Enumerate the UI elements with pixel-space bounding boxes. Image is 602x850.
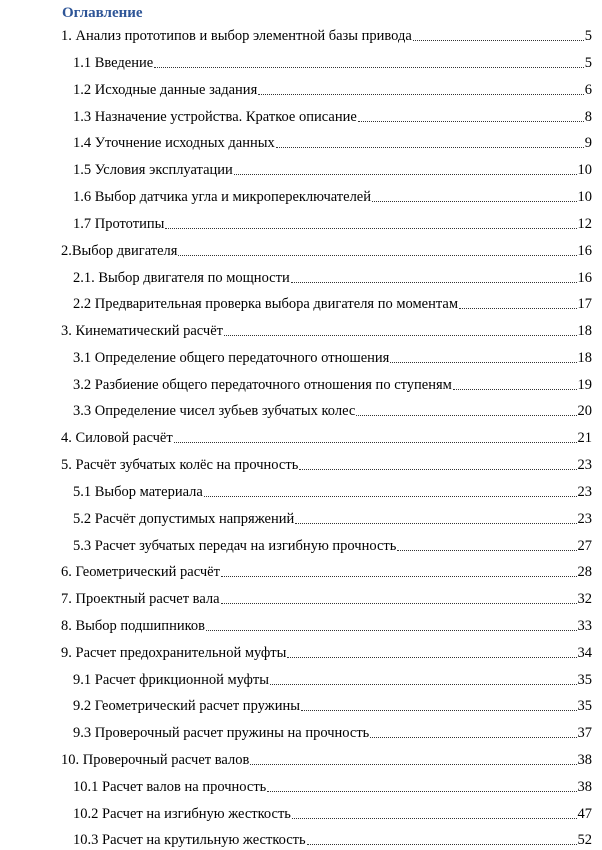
toc-entry-page: 18 <box>577 350 592 366</box>
toc-entry-3-3[interactable] <box>0 401 602 421</box>
dot-leader <box>174 442 577 443</box>
toc-entry-2[interactable] <box>0 241 602 261</box>
toc-entry-label: 2.2 Предварительная проверка выбора двигателя по моментам <box>73 296 459 312</box>
dot-leader <box>224 335 577 336</box>
toc-entry-5-1[interactable] <box>0 482 602 502</box>
toc-entry-page: 10 <box>577 189 592 205</box>
toc-entry-page: 27 <box>577 538 592 554</box>
toc-entry-page: 8 <box>584 109 592 125</box>
toc-entry-label: 9.2 Геометрический расчет пружины <box>73 698 300 714</box>
toc-entry-label: 3.3 Определение чисел зубьев зубчатых колес <box>73 403 356 419</box>
toc-entry-page: 18 <box>577 323 592 339</box>
dot-leader <box>267 791 576 792</box>
toc-entry-1-5[interactable] <box>0 160 602 180</box>
dot-leader <box>358 121 584 122</box>
dot-leader <box>221 576 577 577</box>
dot-leader <box>204 496 577 497</box>
dot-leader <box>390 362 576 363</box>
toc-entry-label: 1.7 Прототипы <box>73 216 165 232</box>
toc-entry-7[interactable] <box>0 589 602 609</box>
toc-entry-page: 23 <box>577 457 592 473</box>
toc-entry-label: 6. Геометрический расчёт <box>61 564 220 580</box>
dot-leader <box>356 415 576 416</box>
dot-leader <box>206 630 577 631</box>
toc-entry-label: 1.2 Исходные данные задания <box>73 82 258 98</box>
toc-entry-1-1[interactable] <box>0 53 602 73</box>
toc-entry-page: 23 <box>577 484 592 500</box>
toc-entry-1-7[interactable] <box>0 214 602 234</box>
toc-entry-label: 5.1 Выбор материала <box>73 484 203 500</box>
toc-entry-5-3[interactable] <box>0 536 602 556</box>
dot-leader <box>397 550 576 551</box>
toc-entry-label: 7. Проектный расчет вала <box>61 591 220 607</box>
toc-entry-page: 21 <box>577 430 592 446</box>
toc-entry-label: 5.3 Расчет зубчатых передач на изгибную прочность <box>73 538 397 554</box>
dot-leader <box>307 844 577 845</box>
toc-entry-9[interactable] <box>0 643 602 663</box>
toc-entry-label: 9.1 Расчет фрикционной муфты <box>73 672 269 688</box>
toc-entry-6[interactable] <box>0 562 602 582</box>
toc-entry-9-1[interactable] <box>0 670 602 690</box>
toc-entry-label: 10.1 Расчет валов на прочность <box>73 779 267 795</box>
toc-entry-3[interactable] <box>0 321 602 341</box>
toc-entry-page: 19 <box>577 377 592 393</box>
toc-entry-page: 10 <box>577 162 592 178</box>
toc-entry-10-1[interactable] <box>0 777 602 797</box>
toc-entry-page: 38 <box>577 779 592 795</box>
toc-entry-label: 3.2 Разбиение общего передаточного отношения по ступеням <box>73 377 452 393</box>
toc-entry-label: 9.3 Проверочный расчет пружины на прочность <box>73 725 370 741</box>
toc-entry-label: 3.1 Определение общего передаточного отношения <box>73 350 390 366</box>
toc-entry-page: 52 <box>577 832 592 848</box>
toc-entry-label: 10. Проверочный расчет валов <box>61 752 250 768</box>
toc-entry-5[interactable] <box>0 455 602 475</box>
toc-entry-2-2[interactable] <box>0 294 602 314</box>
dot-leader <box>250 764 576 765</box>
toc-entry-label: 10.2 Расчет на изгибную жесткость <box>73 806 291 822</box>
toc-entry-label: 1.3 Назначение устройства. Краткое описание <box>73 109 357 125</box>
toc-entry-label: 1.4 Уточнение исходных данных <box>73 135 275 151</box>
toc-entry-4[interactable] <box>0 428 602 448</box>
toc-entry-page: 12 <box>577 216 592 232</box>
toc-entry-label: 4. Силовой расчёт <box>61 430 173 446</box>
dot-leader <box>370 737 576 738</box>
toc-entry-page: 34 <box>577 645 592 661</box>
toc-entry-label: 2.1. Выбор двигателя по мощности <box>73 270 290 286</box>
toc-entry-1[interactable] <box>0 26 602 46</box>
toc-entry-label: 1.1 Введение <box>73 55 154 71</box>
toc-entry-page: 17 <box>577 296 592 312</box>
dot-leader <box>270 684 577 685</box>
toc-entry-label: 9. Расчет предохранительной муфты <box>61 645 287 661</box>
toc-entry-page: 47 <box>577 806 592 822</box>
toc-entry-1-3[interactable] <box>0 107 602 127</box>
toc-entry-page: 5 <box>584 28 592 44</box>
dot-leader <box>372 201 576 202</box>
dot-leader <box>287 657 576 658</box>
dot-leader <box>221 603 577 604</box>
toc-entry-10-2[interactable] <box>0 804 602 824</box>
toc-entry-1-2[interactable] <box>0 80 602 100</box>
toc-entry-3-1[interactable] <box>0 348 602 368</box>
toc-entry-2-1[interactable] <box>0 268 602 288</box>
dot-leader <box>413 40 584 41</box>
toc-entry-label: 1.6 Выбор датчика угла и микропереключателей <box>73 189 372 205</box>
toc-entry-label: 3. Кинематический расчёт <box>61 323 223 339</box>
dot-leader <box>453 389 577 390</box>
toc-entry-1-6[interactable] <box>0 187 602 207</box>
toc-entry-page: 16 <box>577 243 592 259</box>
toc-entry-9-3[interactable] <box>0 723 602 743</box>
dot-leader <box>165 228 576 229</box>
toc-entry-label: 5. Расчёт зубчатых колёс на прочность <box>61 457 299 473</box>
toc-entry-page: 5 <box>584 55 592 71</box>
dot-leader <box>299 469 576 470</box>
toc-entry-page: 37 <box>577 725 592 741</box>
toc-entry-page: 33 <box>577 618 592 634</box>
dot-leader <box>291 282 577 283</box>
toc-entry-label: 1. Анализ прототипов и выбор элементной базы привода <box>61 28 412 44</box>
toc-entry-page: 9 <box>584 135 592 151</box>
toc-entry-1-4[interactable] <box>0 133 602 153</box>
toc-entry-page: 28 <box>577 564 592 580</box>
toc-entry-label: 1.5 Условия эксплуатации <box>73 162 233 178</box>
dot-leader <box>276 147 584 148</box>
toc-entry-page: 16 <box>577 270 592 286</box>
toc-entry-page: 23 <box>577 511 592 527</box>
toc-entry-9-2[interactable] <box>0 696 602 716</box>
toc-entry-8[interactable] <box>0 616 602 636</box>
toc-entry-page: 35 <box>577 672 592 688</box>
dot-leader <box>459 308 576 309</box>
toc-entry-5-2[interactable] <box>0 509 602 529</box>
toc-entry-10[interactable] <box>0 750 602 770</box>
toc-entry-label: 10.3 Расчет на крутильную жесткость <box>73 832 306 848</box>
toc-entry-10-3[interactable] <box>0 830 602 850</box>
dot-leader <box>295 523 576 524</box>
toc-entry-page: 20 <box>577 403 592 419</box>
dot-leader <box>301 710 577 711</box>
toc-entry-label: 8. Выбор подшипников <box>61 618 205 634</box>
toc-entry-label: 5.2 Расчёт допустимых напряжений <box>73 511 295 527</box>
toc-entry-3-2[interactable] <box>0 375 602 395</box>
dot-leader <box>292 818 577 819</box>
toc-entry-page: 35 <box>577 698 592 714</box>
dot-leader <box>258 94 584 95</box>
toc-entry-page: 38 <box>577 752 592 768</box>
dot-leader <box>178 255 576 256</box>
toc-entry-page: 6 <box>584 82 592 98</box>
toc-title: Оглавление <box>62 5 143 21</box>
dot-leader <box>154 67 584 68</box>
toc-entry-label: 2.Выбор двигателя <box>61 243 178 259</box>
dot-leader <box>234 174 577 175</box>
toc-entry-page: 32 <box>577 591 592 607</box>
